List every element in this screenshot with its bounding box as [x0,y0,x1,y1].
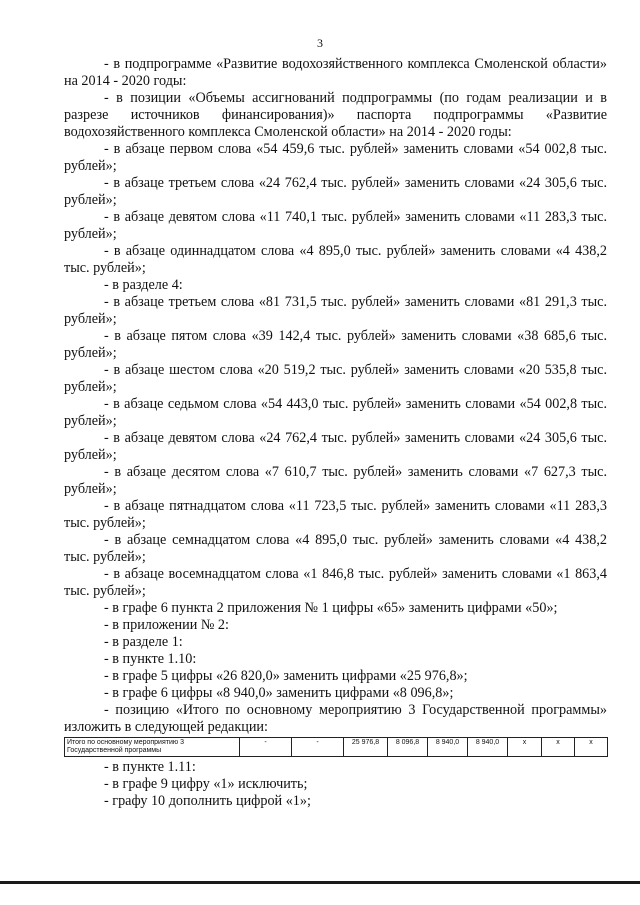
table-cell: 8 096,8 [388,738,428,757]
paragraph: - в разделе 1: [104,634,183,650]
paragraph: - в абзаце пятом слова «39 142,4 тыс. рублей» заменить словами «38 685,6 тыс. рублей»; [64,328,607,361]
paragraph: - в абзаце девятом слова «24 762,4 тыс. рублей» заменить словами «24 305,6 тыс. рублей»; [64,430,607,463]
table-cell: Итого по основному мероприятию 3 Государственной программы [65,738,240,757]
amendment-table [64,737,608,757]
paragraph: - в пункте 1.11: [104,759,196,775]
table-cell: - [240,738,292,757]
paragraph: - в графе 9 цифру «1» исключить; [104,776,308,792]
table-cell: х [508,738,542,757]
paragraph: - в абзаце одиннадцатом слова «4 895,0 тыс. рублей» заменить словами «4 438,2 тыс. рублей»; [64,243,607,276]
table-cell: х [542,738,575,757]
document-body [64,56,607,810]
paragraph: - в абзаце девятом слова «11 740,1 тыс. рублей» заменить словами «11 283,3 тыс. рублей»; [64,209,607,242]
paragraph: - графу 10 дополнить цифрой «1»; [104,793,311,809]
paragraph: - в приложении № 2: [104,617,229,633]
paragraph: - в графе 6 пункта 2 приложения № 1 цифры «65» заменить цифрами «50»; [104,600,558,616]
paragraph: - в разделе 4: [104,277,183,293]
paragraph: - в абзаце шестом слова «20 519,2 тыс. рублей» заменить словами «20 535,8 тыс. рублей»; [64,362,607,395]
paragraph: - в абзаце третьем слова «24 762,4 тыс. рублей» заменить словами «24 305,6 тыс. рублей»; [64,175,607,208]
table-cell: 8 940,0 [428,738,468,757]
paragraph: - в абзаце семнадцатом слова «4 895,0 тыс. рублей» заменить словами «4 438,2 тыс. рублей»; [64,532,607,565]
table-cell: х [575,738,608,757]
paragraphs-after-table [64,759,607,810]
paragraph: - в пункте 1.10: [104,651,197,667]
paragraphs-before-table [64,56,607,736]
paragraph: - в абзаце восемнадцатом слова «1 846,8 тыс. рублей» заменить словами «1 863,4 тыс. рублей»; [64,566,607,599]
paragraph: - в абзаце первом слова «54 459,6 тыс. рублей» заменить словами «54 002,8 тыс. рублей»; [64,141,607,174]
paragraph: - в подпрограмме «Развитие водохозяйственного комплекса Смоленской области» на 2014 - 2020 годы: [64,56,607,89]
paragraph: - в графе 6 цифры «8 940,0» заменить цифрами «8 096,8»; [104,685,454,701]
paragraph: - в абзаце седьмом слова «54 443,0 тыс. рублей» заменить словами «54 002,8 тыс. рублей»; [64,396,607,429]
paragraph: - в графе 5 цифры «26 820,0» заменить цифрами «25 976,8»; [104,668,468,684]
table-cell: 8 940,0 [468,738,508,757]
table-row [65,738,608,757]
table-cell: - [292,738,344,757]
paragraph: - в позиции «Объемы ассигнований подпрограммы (по годам реализации и в разрезе источников финансирования)» паспорта подпрограммы «Развитие водохозяйственного комплекса Смоленской области» на 2014 - 2020 годы: [64,90,607,140]
paragraph: - в абзаце третьем слова «81 731,5 тыс. рублей» заменить словами «81 291,3 тыс. рублей»; [64,294,607,327]
paragraph: - в абзаце десятом слова «7 610,7 тыс. рублей» заменить словами «7 627,3 тыс. рублей»; [64,464,607,497]
page-number: 3 [317,36,323,50]
bottom-rule [0,881,640,884]
table-cell: 25 976,8 [344,738,388,757]
paragraph: - в абзаце пятнадцатом слова «11 723,5 тыс. рублей» заменить словами «11 283,3 тыс. рублей»; [64,498,607,531]
paragraph: - позицию «Итого по основному мероприятию 3 Государственной программы» изложить в следующей редакции: [64,702,607,735]
